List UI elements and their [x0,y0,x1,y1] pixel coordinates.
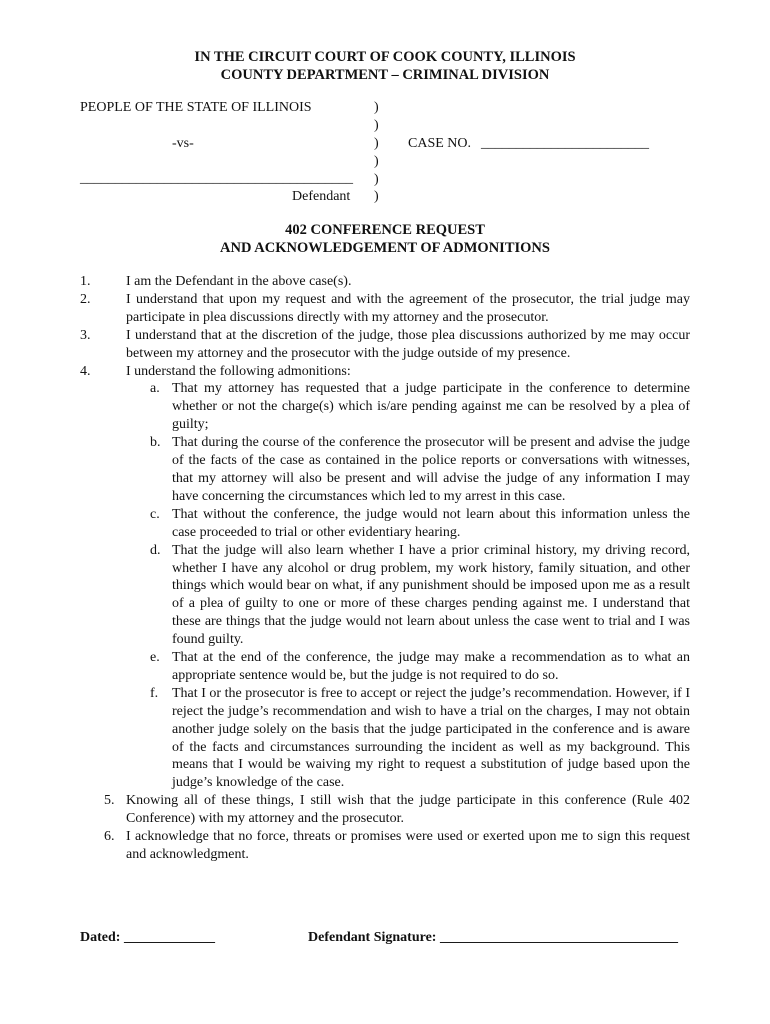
admonition-item [126,434,690,506]
admonition-text: That I or the prosecutor is free to accept or reject the judge’s recommendation. However, if I reject the judge’s recommendation and wish to have a trial on the charges, I may not obtain another judge solely on the basis that the judge participated in the conference and is aware of the facts and circumstances surrounding the incident as well as my background. This means that I would be waiving my right to request a substitution of judge based upon the judge’s knowledge of the case. [172,685,690,791]
caption-paren: ) [374,189,379,204]
list-item [80,291,690,327]
court-name: IN THE CIRCUIT COURT OF COOK COUNTY, ILLINOIS [194,49,576,65]
dated-field [80,930,215,946]
acknowledgement-list [80,273,690,864]
dated-label: Dated: [80,930,121,945]
admonition-text: That during the course of the conference the prosecutor will be present and advise the judge of the facts of the case as contained in the police reports or conversations with witnesses, that my attorney will also be present and will advise the judge of any information I may have concerning the circumstances which led to my arrest in this case. [172,435,690,504]
caption-paren: ) [374,172,379,187]
admonition-item [126,685,690,792]
list-item [80,273,690,291]
admonition-text: That my attorney has requested that a judge participate in the conference to determine whether or not the charge(s) which is/are pending against me can be resolved by a plea of guilty; [172,381,690,433]
case-number-blank: ________________________ [481,136,649,151]
item-number: 1. [80,274,91,289]
admonition-item [126,506,690,542]
form-title: 402 CONFERENCE REQUEST [285,222,485,238]
item-number: 2. [80,291,91,307]
caption-paren: ) [374,154,379,169]
form-subtitle: AND ACKNOWLEDGEMENT OF ADMONITIONS [220,240,550,256]
admonition-letter: c. [150,506,160,522]
admonition-text: That at the end of the conference, the judge may make a recommendation as to what an appropriate sentence would be, but the judge is not required to do so. [172,650,690,683]
item-number: 6. [104,829,115,845]
dated-blank[interactable]: _____________ [123,930,215,945]
list-item [80,363,690,381]
item-text: I understand that at the discretion of the judge, those plea discussions authorized by me may occur between my attorney and the prosecutor with the judge outside of my presence. [126,327,690,361]
plaintiff-name: PEOPLE OF THE STATE OF ILLINOIS [80,100,312,115]
admonition-letter: d. [150,542,161,558]
admonition-text: That without the conference, the judge would not learn about this information unless the case proceeded to trial or other evidentiary hearing. [172,506,690,540]
case-number-label: CASE NO. [408,136,472,151]
admonition-item [126,649,690,685]
item-text: I am the Defendant in the above case(s). [126,274,352,289]
item-number: 3. [80,327,91,343]
item-text: I acknowledge that no force, threats or promises were used or exerted upon me to sign this request and acknowledgment. [126,829,690,862]
item-text: I understand the following admonitions: [126,363,351,379]
admonition-item [126,542,690,649]
caption-paren: ) [374,118,379,133]
court-division: COUNTY DEPARTMENT – CRIMINAL DIVISION [220,67,550,83]
item-text: Knowing all of these things, I still wish that the judge participate in this conference (Rule 402 Conference) with my attorney and the prosecutor. [126,793,690,827]
admonition-item [126,380,690,434]
admonition-letter: b. [150,435,161,451]
admonition-letter: a. [150,381,160,397]
signature-field [308,930,678,946]
item-number: 5. [104,793,115,809]
item-number: 4. [80,363,91,379]
item-text: I understand that upon my request and with the agreement of the prosecutor, the trial judge may participate in plea discussions directly with my attorney and the prosecutor. [126,291,690,325]
versus-label: -vs- [172,136,194,151]
caption-paren: ) [374,100,379,115]
admonition-letter: e. [150,650,160,666]
admonition-letter: f. [150,685,159,701]
defendant-name-line: _______________________________________ [80,171,353,186]
defendant-label: Defendant [292,189,351,204]
admonition-text: That the judge will also learn whether I have a prior criminal history, my driving record, whether I have any alcohol or drug problem, my work history, family situation, and other things which would bear on what, if any punishment should be imposed upon me as a result of a plea of guilty to one or more of these charges pending against me. I understand that these are things that the judge would not learn about unless the case went to trial and I was found guilty. [172,542,690,648]
list-item [80,792,690,828]
list-item [80,327,690,363]
signature-blank[interactable]: __________________________________ [439,930,678,945]
caption-paren: ) [374,136,379,151]
signature-label: Defendant Signature: [308,930,437,945]
list-item [80,828,690,864]
